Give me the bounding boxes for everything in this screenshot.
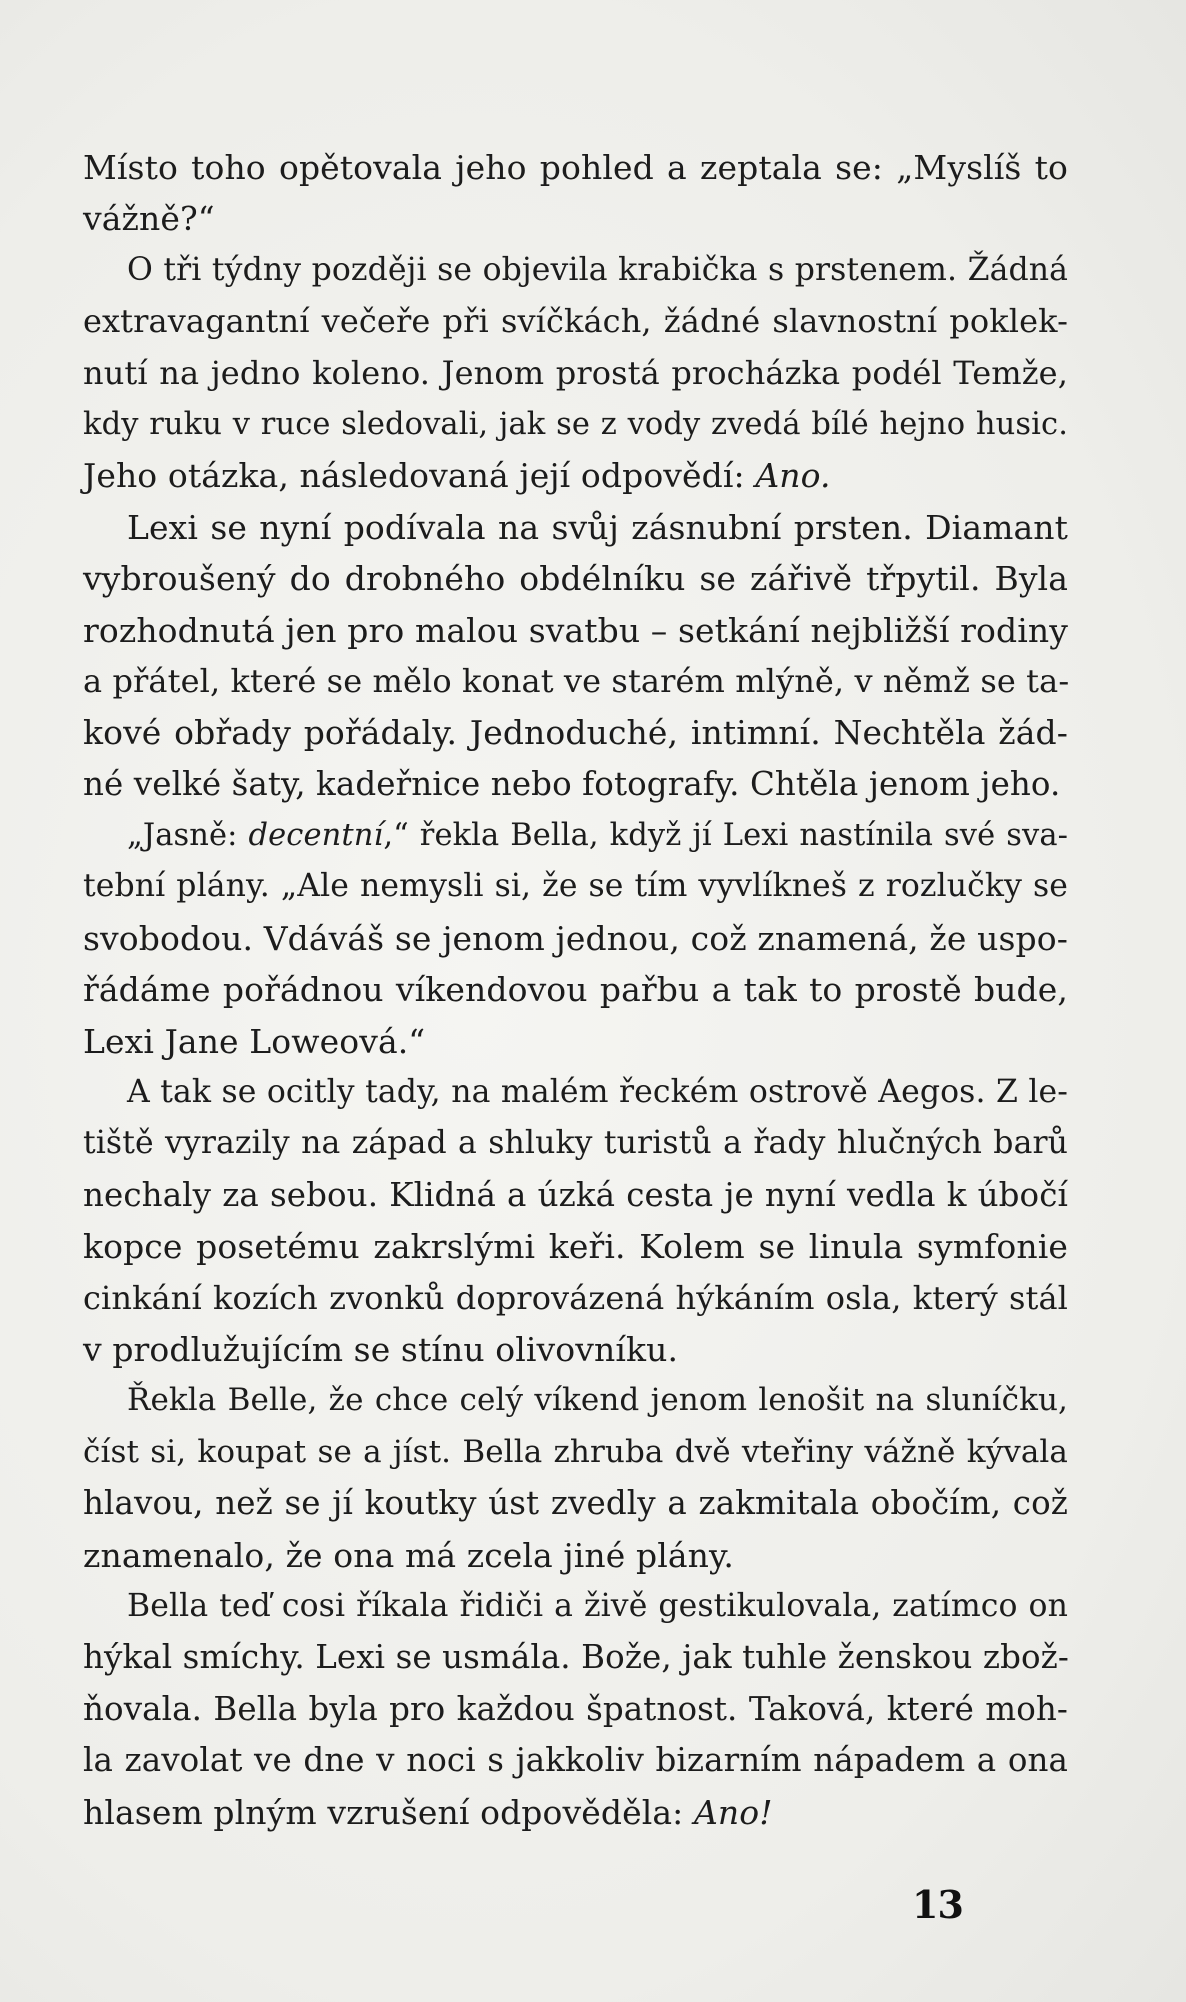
italic-text: decentní bbox=[248, 818, 384, 854]
text-line bbox=[83, 810, 1068, 861]
italic-text: Ano. bbox=[755, 456, 831, 496]
text-line bbox=[83, 1427, 1068, 1478]
text-line bbox=[83, 759, 1068, 810]
text-line bbox=[83, 861, 1068, 912]
text-run: hlavou, než se jí koutky úst zvedly a zakmitala obočím, což bbox=[83, 1484, 1068, 1523]
text-run: vybroušený do drobného obdélníku se zářivě třpytil. Byla bbox=[83, 559, 1068, 599]
text-line bbox=[83, 1221, 1068, 1272]
text-line bbox=[83, 1787, 1068, 1838]
text-run: v prodlužujícím se stínu olivovníku. bbox=[83, 1329, 679, 1369]
text-line bbox=[83, 1273, 1068, 1324]
text-line bbox=[83, 502, 1068, 553]
text-run: nutí na jedno koleno. Jenom prostá procházka podél Temže, bbox=[83, 353, 1068, 392]
text-run: extravagantní večeře při svíčkách, žádné slavnostní poklek- bbox=[83, 302, 1068, 341]
page-number: 13 bbox=[912, 1882, 963, 1927]
text-line bbox=[83, 1530, 1068, 1581]
text-run: hýkal smíchy. Lexi se usmála. Bože, jak tuhle ženskou zbož- bbox=[83, 1638, 1069, 1677]
text-run: řádáme pořádnou víkendovou pařbu a tak to prostě bude, bbox=[83, 970, 1068, 1010]
text-line bbox=[83, 1170, 1068, 1221]
text-line bbox=[83, 605, 1068, 656]
text-run: vážně?“ bbox=[83, 199, 215, 239]
text-run: ,“ řekla Bella, když jí Lexi nastínila své sva- bbox=[383, 818, 1069, 854]
text-line bbox=[83, 1684, 1068, 1735]
text-run: Řekla Belle, že chce celý víkend jenom lenošit na sluníčku, bbox=[127, 1382, 1068, 1419]
text-run: znamenalo, že ona má zcela jiné plány. bbox=[83, 1535, 734, 1575]
text-line bbox=[83, 1118, 1068, 1169]
text-line bbox=[83, 1632, 1068, 1683]
text-run: O tři týdny později se objevila krabička s prstenem. Žádná bbox=[127, 251, 1068, 288]
text-run: číst si, koupat se a jíst. Bella zhruba dvě vteřiny vážně kývala bbox=[83, 1433, 1068, 1470]
text-run: ňovala. Bella byla pro každou špatnost. Taková, které moh- bbox=[83, 1689, 1068, 1728]
text-run: la zavolat ve dne v noci s jakkoliv bizarním nápadem a ona bbox=[83, 1741, 1068, 1780]
body-text bbox=[83, 142, 1068, 1838]
text-run: Bella teď cosi říkala řidiči a živě gestikulovala, zatímco on bbox=[127, 1587, 1068, 1624]
text-line bbox=[83, 707, 1068, 758]
text-line bbox=[83, 1478, 1068, 1529]
text-line bbox=[83, 399, 1068, 450]
italic-text: Ano! bbox=[693, 1792, 773, 1832]
text-run: Lexi se nyní podívala na svůj zásnubní prsten. Diamant bbox=[127, 507, 1068, 547]
text-run: Lexi Jane Loweová.“ bbox=[83, 1021, 426, 1061]
text-run: Místo toho opětovala jeho pohled a zeptala se: „Myslíš to bbox=[83, 148, 1068, 187]
text-run: tiště vyrazily na západ a shluky turistů a řady hlučných barů bbox=[83, 1125, 1068, 1162]
text-line bbox=[83, 348, 1068, 399]
text-line bbox=[83, 1375, 1068, 1426]
text-line bbox=[83, 296, 1068, 347]
text-line bbox=[83, 1581, 1068, 1632]
text-run: kdy ruku v ruce sledovali, jak se z vody zvedá bílé hejno husic. bbox=[83, 406, 1068, 442]
text-line bbox=[83, 245, 1068, 296]
text-line bbox=[83, 450, 1068, 501]
text-run: tební plány. „Ale nemysli si, že se tím vyvlíkneš z rozlučky se bbox=[83, 868, 1068, 905]
text-run: kopce posetému zakrslými keři. Kolem se linula symfonie bbox=[83, 1227, 1068, 1267]
text-run: svobodou. Vdáváš se jenom jednou, což znamená, že uspo- bbox=[83, 918, 1068, 958]
text-run: hlasem plným vzrušení odpověděla: bbox=[83, 1792, 694, 1832]
text-line bbox=[83, 913, 1068, 964]
text-run: rozhodnutá jen pro malou svatbu – setkání nejbližší rodiny bbox=[83, 610, 1068, 650]
text-run: nechaly za sebou. Klidná a úzká cesta je nyní vedla k úbočí bbox=[83, 1175, 1068, 1214]
text-line bbox=[83, 553, 1068, 604]
text-line bbox=[83, 1016, 1068, 1067]
text-run: „Jasně: bbox=[127, 818, 249, 854]
text-run: A tak se ocitly tady, na malém řeckém ostrově Aegos. Z le- bbox=[127, 1074, 1068, 1111]
text-run: a přátel, které se mělo konat ve starém mlýně, v němž se ta- bbox=[83, 661, 1070, 700]
text-run: kové obřady pořádaly. Jednoduché, intimní. Nechtěla žád- bbox=[83, 713, 1068, 753]
text-line bbox=[83, 193, 1068, 244]
text-line bbox=[83, 1324, 1068, 1375]
text-line bbox=[83, 1067, 1068, 1118]
text-run: cinkání kozích zvonků doprovázená hýkáním osla, který stál bbox=[83, 1278, 1068, 1317]
text-line bbox=[83, 142, 1068, 193]
text-run: Jeho otázka, následovaná její odpovědí: bbox=[83, 456, 756, 496]
text-line bbox=[83, 1735, 1068, 1786]
text-line bbox=[83, 964, 1068, 1015]
text-run: né velké šaty, kadeřnice nebo fotografy. Chtěla jenom jeho. bbox=[83, 764, 1061, 803]
text-line bbox=[83, 656, 1068, 707]
